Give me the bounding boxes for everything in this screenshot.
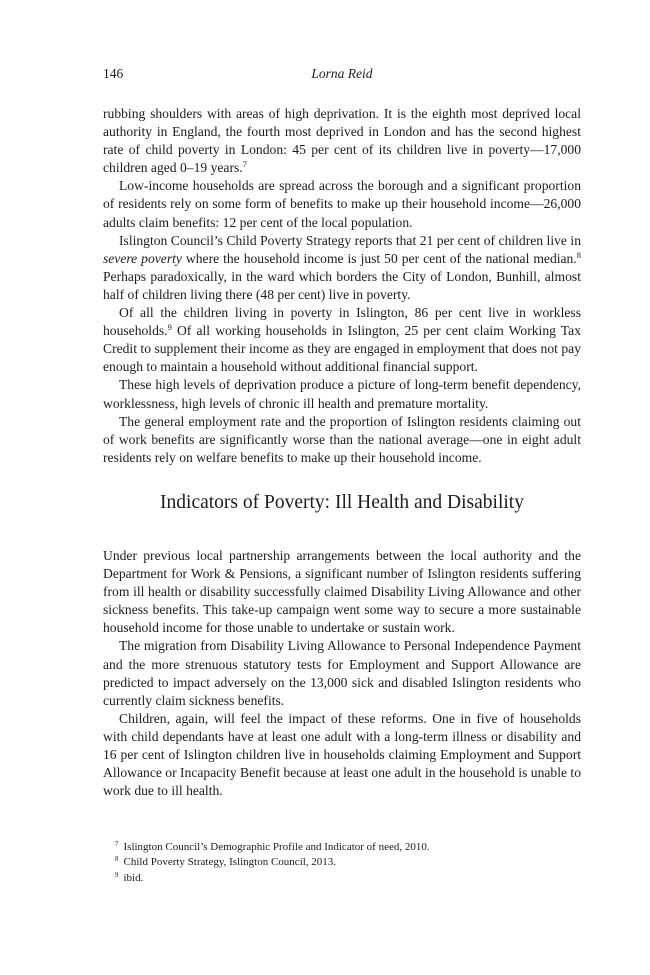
running-title: Lorna Reid	[311, 66, 373, 81]
paragraph: Children, again, will feel the impact of these reforms. One in five of households with child dependants have at least one adult with a long-term illness or disability and 16 per cent of Islington children live in households claiming Employment and Support Allowance or Incapacity Benefit because at least one adult in the household is unable to work due to ill health.	[103, 710, 581, 799]
footnote-ref: 8	[576, 249, 581, 260]
body-text-section-1	[103, 105, 581, 467]
footnote: $^7$ Islington Council’s Demographic Profile and Indicator of need, 2010.	[115, 840, 430, 853]
paragraph: Under previous local partnership arrangements between the local authority and the Department for Work & Pensions, a significant number of Islington residents suffering from ill health or disability successfully claimed Disability Living Allowance and other sickness benefits. This take-up campaign went some way to secure a more sustainable household income for those unable to undertake or sustain work.	[103, 548, 581, 636]
body-text-section-2	[103, 547, 581, 800]
footnote-number: 8	[115, 855, 119, 864]
footnote-ref: 9	[167, 322, 172, 333]
paragraph: Islington Council’s Child Poverty Strategy reports that 21 per cent of children live in severe poverty where the household income is just 50 per cent of the national median.$^8$ Perhaps paradoxically, in the ward which borders the City of London, Bunhill, almost half of children living there (48 per cent) live in poverty.	[103, 232, 581, 302]
paragraph: Low-income households are spread across the borough and a significant proportion of residents rely on some form of benefits to make up their household income—26,000 adults claim benefits: 12 per cent of the local population.	[103, 178, 581, 230]
footnote-ref: 7	[242, 159, 247, 170]
footnote-number: 9	[115, 870, 119, 879]
paragraph: Of all the children living in poverty in Islington, 86 per cent live in workless households.$^9$ Of all working households in Islington, 25 per cent claim Working Tax Credit to supplement their income as they are engaged in employment that does not pay enough to maintain a household without additional financial support.	[103, 305, 581, 375]
page-number: 146	[103, 66, 124, 81]
emphasis: severe poverty	[103, 250, 182, 266]
paragraph: The general employment rate and the proportion of Islington residents claiming out of work benefits are significantly worse than the national average—one in eight adult residents rely on welfare benefits to make up their household income.	[103, 413, 581, 465]
section-heading: Indicators of Poverty: Ill Health and Disability	[160, 492, 524, 513]
paragraph: These high levels of deprivation produce a picture of long-term benefit dependency, worklessness, high levels of chronic ill health and premature mortality.	[103, 377, 581, 411]
footnote-number: 7	[115, 840, 119, 848]
page-header	[103, 66, 581, 84]
footnote: $^8$ Child Poverty Strategy, Islington Council, 2013.	[115, 855, 337, 869]
footnotes	[103, 840, 581, 886]
footnote: $^9$ ibid.	[115, 870, 144, 884]
paragraph: rubbing shoulders with areas of high deprivation. It is the eighth most deprived local authority in England, the fourth most deprived in London and has the second highest rate of child poverty in London: 45 per cent of its children live in poverty—17,000 children aged 0–19 years.$^7$	[103, 106, 581, 176]
paragraph: The migration from Disability Living Allowance to Personal Independence Payment and the more strenuous statutory tests for Employment and Support Allowance are predicted to impact adversely on the 13,000 sick and disabled Islington residents who currently claim sickness benefits.	[103, 638, 581, 708]
